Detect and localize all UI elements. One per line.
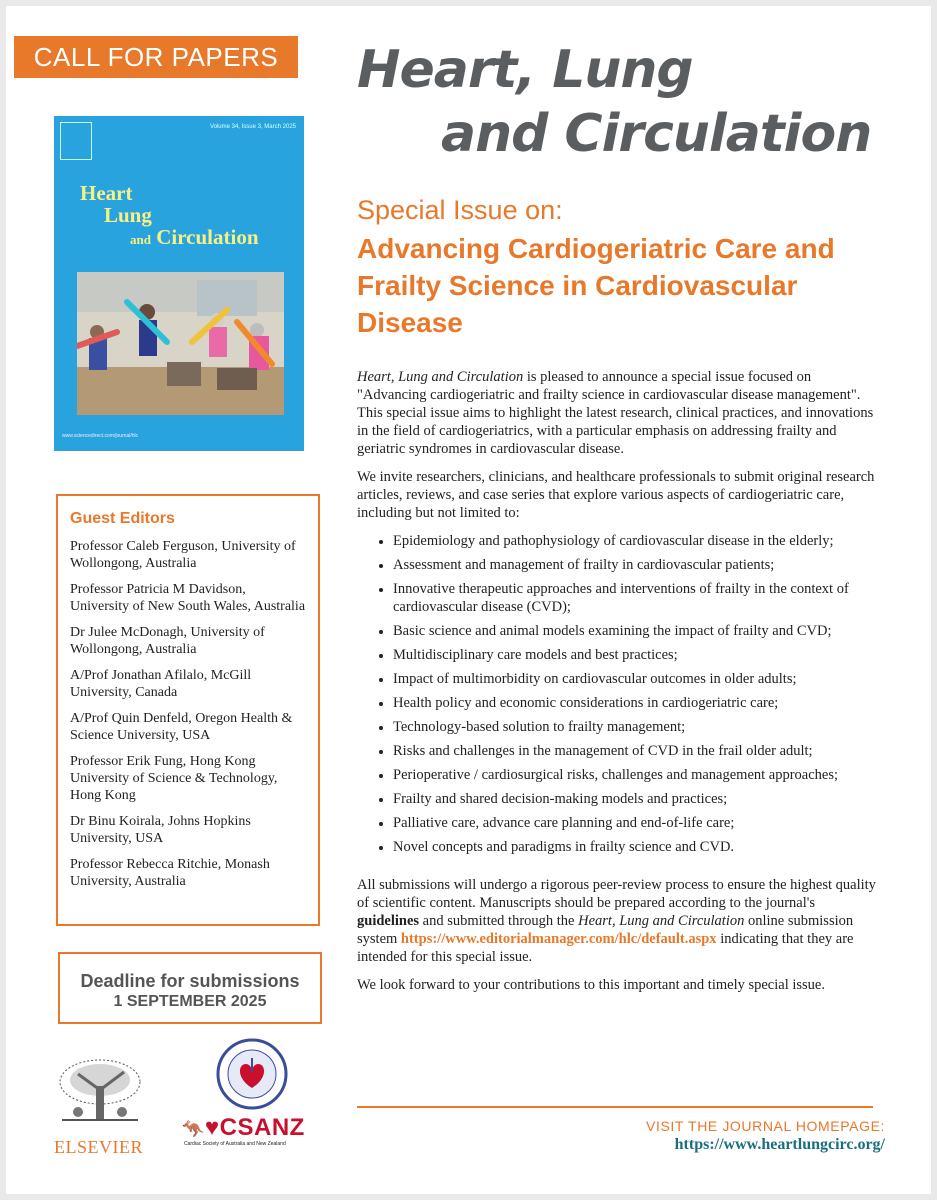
deadline-date: 1 SEPTEMBER 2025 [113, 993, 267, 1010]
guest-editor: Dr Julee McDonagh, University of Wollongong, Australia [70, 625, 265, 657]
cover-issue-meta: Volume 34, Issue 3, March 2025 [209, 124, 296, 130]
elsevier-logo [54, 1056, 146, 1158]
submission-journal-name: Heart, Lung and Circulation [578, 913, 745, 929]
guest-editor: Dr Binu Koirala, Johns Hopkins University, USA [70, 814, 251, 846]
footer-divider [357, 1106, 873, 1108]
deadline-box [58, 952, 322, 1024]
cover-title-word: and [130, 232, 151, 247]
topic-item: • Health policy and economic considerations in cardiogeriatric care; [393, 694, 877, 712]
topic-item: • Multidisciplinary care models and best practices; [393, 646, 877, 664]
special-issue-title: Advancing Cardiogeriatric Care and Frailty Science in Cardiovascular Disease [357, 233, 835, 338]
journal-title-line-2: and Circulation [441, 104, 872, 164]
intro-text: is pleased to announce a special issue focused on "Advancing cardiogeriatric and frailty science in cardiovascular disease management". This special issue aims to highlight the latest research, clinical practices, and innovations in the field of cardiogeriatrics, with a particular emphasis on addressing frailty and geriatric syndromes in cardiovascular disease. [357, 369, 874, 457]
closing-paragraph: We look forward to your contributions to this important and timely special issue. [357, 977, 825, 993]
guest-editors-box [56, 494, 320, 926]
cover-title [80, 182, 259, 251]
topic-item: • Epidemiology and pathophysiology of cardiovascular disease in the elderly; [393, 532, 877, 550]
csanz-name: CSANZ [219, 1114, 305, 1141]
cover-photo-exercise-class [77, 272, 284, 415]
submission-text: online submission system [357, 913, 854, 947]
intro-paragraph [357, 368, 877, 458]
topic-item: • Technology-based solution to frailty management; [393, 718, 877, 736]
guest-editor: Professor Patricia M Davidson, University of New South Wales, Australia [70, 582, 306, 614]
elsevier-tree-icon [54, 1056, 146, 1126]
special-issue-label: Special Issue on: [357, 195, 563, 225]
intro-journal-name: Heart, Lung and Circulation [357, 369, 524, 385]
cover-title-word: Circulation [156, 225, 259, 249]
submission-system-link[interactable]: https://www.editorialmanager.com/hlc/default.aspx [400, 931, 717, 947]
submission-text: indicating that they are intended for this special issue. [357, 931, 854, 965]
topic-item: • Palliative care, advance care planning and end-of-life care; [393, 814, 877, 832]
guest-editor: A/Prof Jonathan Afilalo, McGill University, Canada [70, 668, 252, 700]
guest-editor: A/Prof Quin Denfeld, Oregon Health & Science University, USA [70, 711, 293, 743]
main-body [357, 368, 877, 1004]
topic-item: • Frailty and shared decision-making models and practices; [393, 790, 877, 808]
elsevier-cover-logo-icon [60, 122, 92, 160]
csanz-wordmark: 🦘♥CSANZ [182, 1114, 305, 1141]
topic-item: • Perioperative / cardiosurgical risks, challenges and management approaches; [393, 766, 877, 784]
topic-item: • Innovative therapeutic approaches and interventions of frailty in the context of cardiovascular disease (CVD); [393, 580, 877, 616]
journal-homepage-link[interactable]: https://www.heartlungcirc.org/ [674, 1136, 885, 1153]
visit-homepage-label: VISIT THE JOURNAL HOMEPAGE: [646, 1118, 885, 1134]
topics-list [357, 532, 877, 856]
journal-cover-image [54, 116, 304, 451]
cover-title-word: Heart [80, 181, 133, 205]
topic-item: • Assessment and management of frailty in cardiovascular patients; [393, 556, 877, 574]
topic-item: • Risks and challenges in the management of CVD in the frail older adult; [393, 742, 877, 760]
topic-item: • Impact of multimorbidity on cardiovascular outcomes in older adults; [393, 670, 877, 688]
guidelines-link[interactable]: guidelines [357, 913, 420, 929]
submission-text: All submissions will undergo a rigorous peer-review process to ensure the highest quality of scientific content. Manuscripts should be prepared according to the journal's [357, 877, 876, 911]
guest-editors-heading: Guest Editors [70, 510, 175, 527]
elsevier-wordmark: ELSEVIER [54, 1137, 143, 1157]
journal-title [357, 38, 871, 166]
cover-url: www.sciencedirect.com/journal/hlc [62, 433, 139, 439]
guest-editor: Professor Rebecca Ritchie, Monash University, Australia [70, 857, 270, 889]
call-for-papers-banner: CALL FOR PAPERS [14, 36, 298, 78]
csanz-seal-icon [216, 1038, 288, 1110]
invite-paragraph: We invite researchers, clinicians, and healthcare professionals to submit original research articles, reviews, and case series that explore various aspects of cardiogeriatric care, including but not limited to: [357, 469, 875, 521]
topic-item: • Basic science and animal models examining the impact of frailty and CVD; [393, 622, 877, 640]
csanz-full-name: Cardiac Society of Australia and New Zealand [184, 1141, 286, 1147]
guest-editor: Professor Erik Fung, Hong Kong University of Science & Technology, Hong Kong [70, 754, 278, 803]
submission-paragraph [357, 876, 877, 966]
submission-text: and submitted through the [419, 913, 579, 929]
deadline-label: Deadline for submissions [80, 971, 300, 991]
topic-item: • Novel concepts and paradigms in frailty science and CVD. [393, 838, 877, 856]
journal-title-line-1: Heart, Lung [357, 40, 693, 100]
cover-title-word: Lung [104, 203, 152, 227]
guest-editor: Professor Caleb Ferguson, University of Wollongong, Australia [70, 539, 296, 571]
